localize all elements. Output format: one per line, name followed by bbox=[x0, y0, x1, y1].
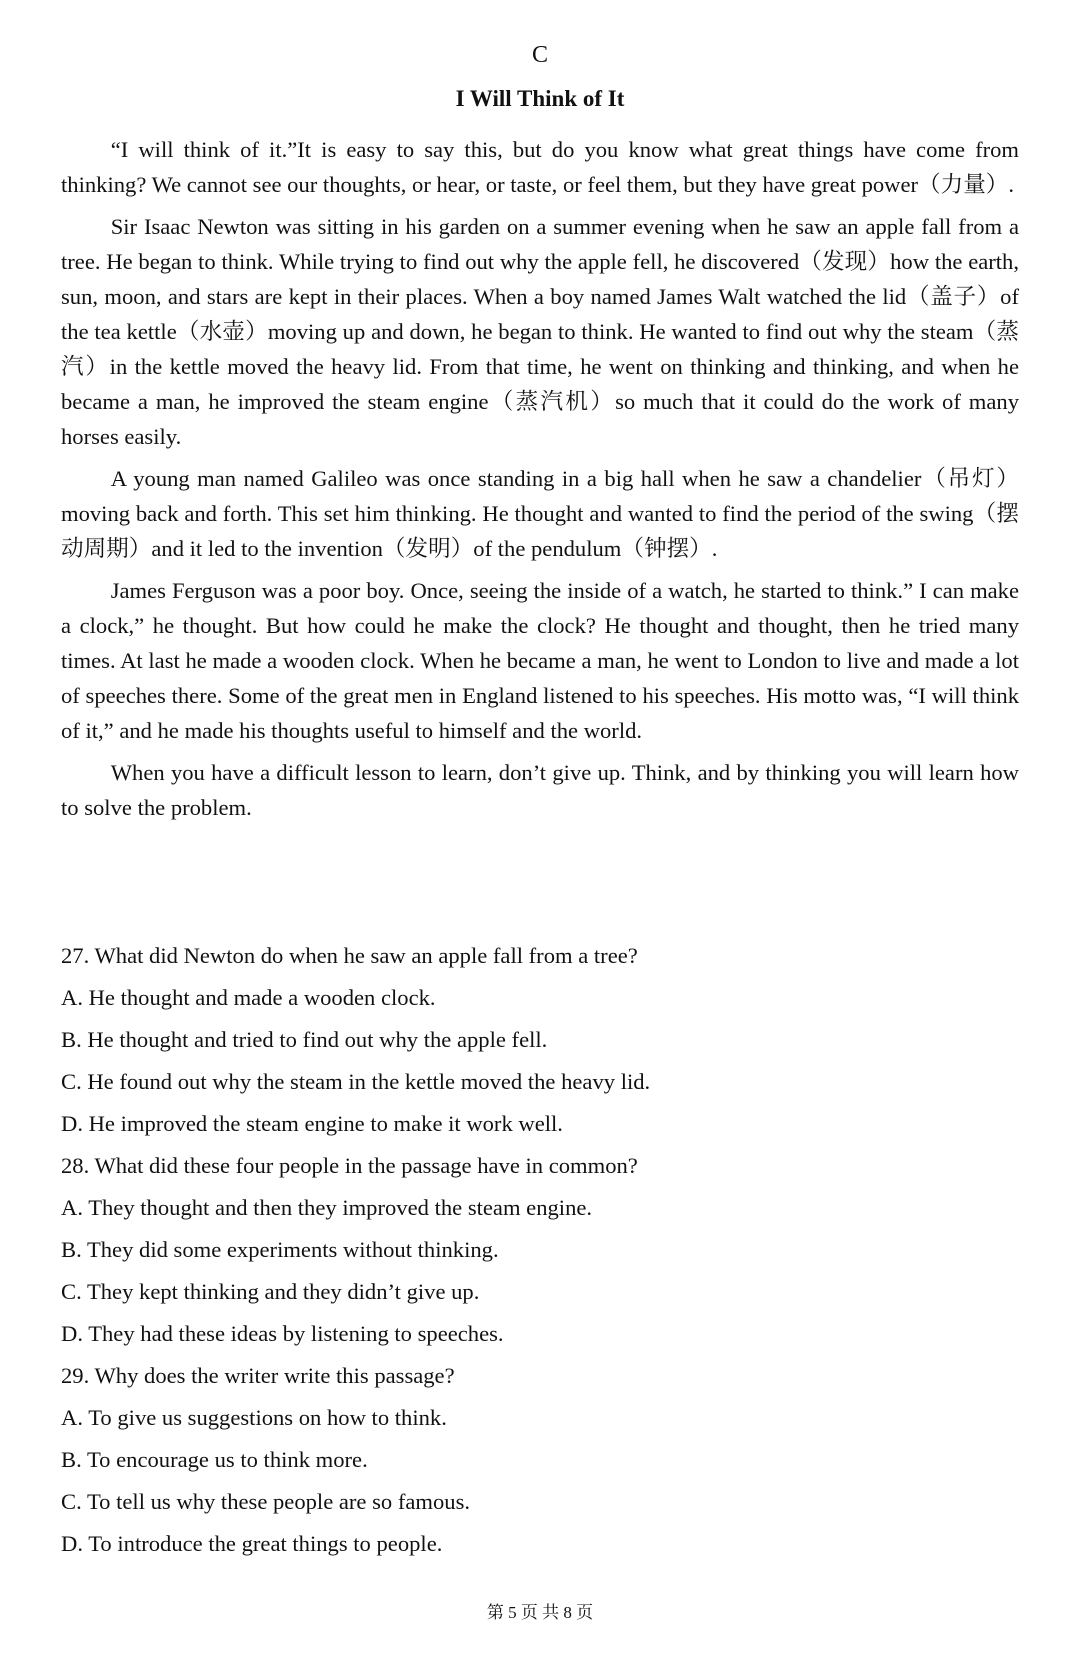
question-29-option-b: B. To encourage us to think more. bbox=[61, 1447, 368, 1472]
paragraph: A young man named Galileo was once standing in a big hall when he saw a chandelier（吊灯）moving back and forth. This set him thinking. He thought and wanted to find the period of the swing（摆动周期）and it led to the invention（发明）of the pendulum（钟摆）. bbox=[61, 466, 1019, 561]
question-27-option-b: B. He thought and tried to find out why the apple fell. bbox=[61, 1027, 548, 1052]
question-29-option-a: A. To give us suggestions on how to think. bbox=[61, 1405, 447, 1430]
questions-section bbox=[61, 935, 1019, 1565]
question-29-option-c: C. To tell us why these people are so famous. bbox=[61, 1489, 471, 1514]
paragraph: Sir Isaac Newton was sitting in his garden on a summer evening when he saw an apple fall from a tree. He began to think. While trying to find out why the apple fell, he discovered（发现）how the earth, sun, moon, and stars are kept in their places. When a boy named James Walt watched the lid（盖子）of the tea kettle（水壶）moving up and down, he began to think. He wanted to find out why the steam（蒸汽）in the kettle moved the heavy lid. From that time, he went on thinking and thinking, and when he became a man, he improved the steam engine（蒸汽机）so much that it could do the work of many horses easily. bbox=[61, 214, 1019, 449]
question-28-option-d: D. They had these ideas by listening to speeches. bbox=[61, 1321, 504, 1346]
paragraph: James Ferguson was a poor boy. Once, seeing the inside of a watch, he started to think.” I can make a clock,” he thought. But how could he make the clock? He thought and thought, then he tried many times. At last he made a wooden clock. When he became a man, he went to London to live and made a lot of speeches there. Some of the great men in England listened to his speeches. His motto was, “I will think of it,” and he made his thoughts useful to himself and the world. bbox=[61, 578, 1019, 743]
question-27-option-c: C. He found out why the steam in the kettle moved the heavy lid. bbox=[61, 1069, 651, 1094]
question-29-stem: 29. Why does the writer write this passage? bbox=[61, 1363, 455, 1388]
question-28-stem: 28. What did these four people in the passage have in common? bbox=[61, 1153, 638, 1178]
question-28-option-b: B. They did some experiments without thinking. bbox=[61, 1237, 499, 1262]
question-29-option-d: D. To introduce the great things to people. bbox=[61, 1531, 443, 1556]
question-28-option-c: C. They kept thinking and they didn’t give up. bbox=[61, 1279, 480, 1304]
question-27-option-a: A. He thought and made a wooden clock. bbox=[61, 985, 436, 1010]
paragraph: “I will think of it.”It is easy to say this, but do you know what great things have come from thinking? We cannot see our thoughts, or hear, or taste, or feel them, but they have great power（力量）. bbox=[61, 137, 1019, 197]
question-27-option-d: D. He improved the steam engine to make it work well. bbox=[61, 1111, 563, 1136]
section-letter: C bbox=[531, 42, 548, 68]
passage-body bbox=[61, 132, 1019, 832]
paragraph: When you have a difficult lesson to learn, don’t give up. Think, and by thinking you will learn how to solve the problem. bbox=[61, 760, 1019, 820]
passage-title: I Will Think of It bbox=[455, 86, 625, 111]
question-28-option-a: A. They thought and then they improved the steam engine. bbox=[61, 1195, 593, 1220]
question-27-stem: 27. What did Newton do when he saw an apple fall from a tree? bbox=[61, 943, 638, 968]
page-number-footer: 第 5 页 共 8 页 bbox=[486, 1603, 594, 1622]
